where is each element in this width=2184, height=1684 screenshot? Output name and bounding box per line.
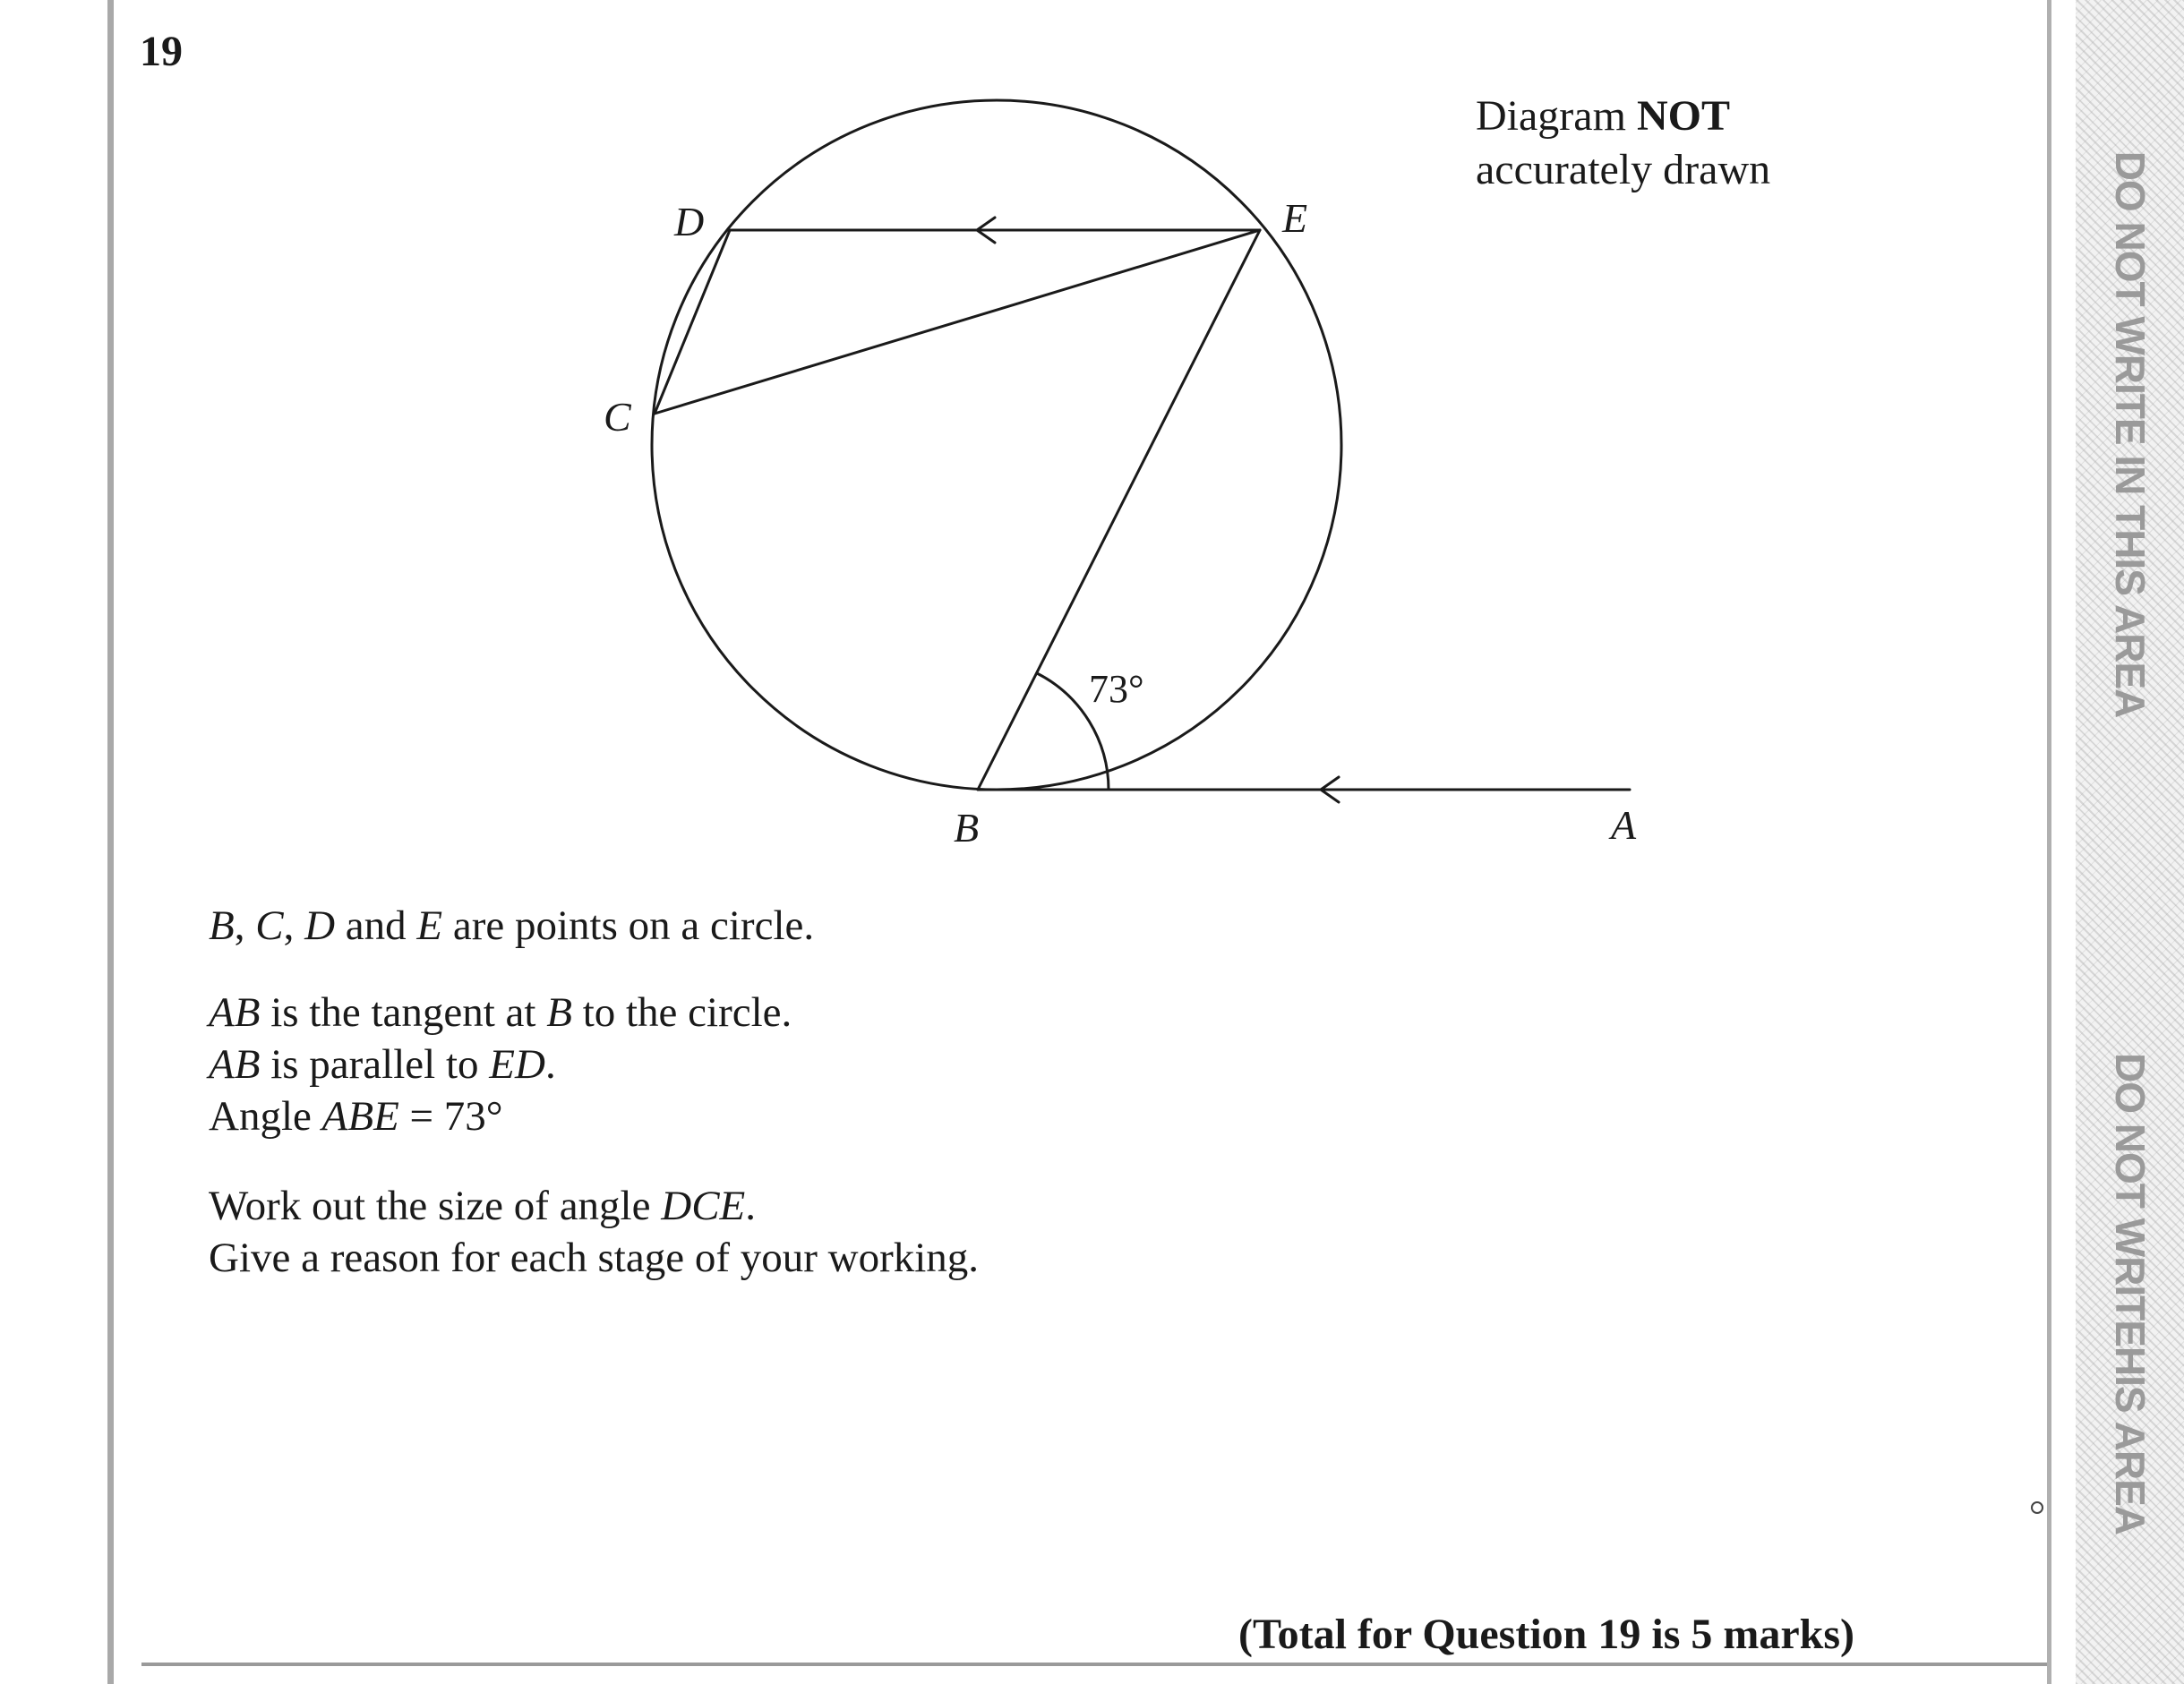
label-e-inline: E bbox=[489, 1041, 515, 1088]
question-text-facts bbox=[209, 987, 792, 1142]
label-ab-inline bbox=[209, 989, 260, 1036]
label-d-inline: D bbox=[514, 1041, 545, 1088]
small-circle-mark bbox=[2031, 1501, 2043, 1514]
label-e-inline: E bbox=[719, 1183, 746, 1229]
label-a: A bbox=[1611, 802, 1637, 848]
label-a-inline: A bbox=[321, 1093, 348, 1140]
do-not-write-notice: DO NOT WRITE IN THIS AREA bbox=[2106, 150, 2154, 718]
label-b: B bbox=[954, 805, 980, 851]
angle-label-73: 73° bbox=[1089, 667, 1144, 711]
text-line bbox=[209, 1090, 792, 1142]
text-segment: is the tangent at bbox=[260, 989, 547, 1036]
label-ed-inline bbox=[489, 1041, 545, 1088]
circle bbox=[652, 100, 1341, 790]
label-b-inline: B bbox=[234, 989, 261, 1036]
text-segment: = 73° bbox=[398, 1093, 503, 1140]
label-b-inline: B bbox=[546, 989, 572, 1036]
label-c-inline: C bbox=[691, 1183, 720, 1229]
label-b-inline: B bbox=[209, 902, 235, 949]
label-b-inline: B bbox=[347, 1093, 374, 1140]
label-ab-inline bbox=[209, 1041, 260, 1088]
line-dc bbox=[655, 230, 730, 414]
label-e: E bbox=[1282, 195, 1308, 241]
label-a-inline: A bbox=[209, 1041, 235, 1088]
text-segment: is parallel to bbox=[260, 1041, 490, 1088]
text-line: B, C, D and E are points on a circle. bbox=[209, 902, 815, 949]
label-c: C bbox=[604, 394, 631, 440]
label-dce-inline bbox=[661, 1183, 745, 1229]
label-a-inline: A bbox=[209, 989, 235, 1036]
question-text-task bbox=[209, 1180, 979, 1284]
label-b-inline: B bbox=[234, 1041, 261, 1088]
text-line: Give a reason for each stage of your working. bbox=[209, 1235, 980, 1281]
bottom-rule bbox=[141, 1663, 2047, 1666]
label-e-inline: E bbox=[416, 902, 443, 949]
diagram-note-prefix: Diagram bbox=[1476, 92, 1637, 140]
diagram-note-bold: NOT bbox=[1636, 92, 1730, 140]
label-d-inline: D bbox=[304, 902, 336, 949]
label-e-inline: E bbox=[373, 1093, 399, 1140]
text-line bbox=[209, 987, 792, 1039]
diagram-note-line2: accurately drawn bbox=[1476, 146, 1771, 193]
text-segment: Angle bbox=[209, 1093, 322, 1140]
text-segment: to the circle. bbox=[571, 989, 792, 1036]
line-ce bbox=[655, 230, 1260, 414]
question-number: 19 bbox=[140, 28, 183, 75]
label-d: D bbox=[674, 199, 705, 244]
do-not-write-notice: DO NOT WRITEHIS AREA bbox=[2106, 1053, 2154, 1534]
text-segment: are points on a circle. bbox=[442, 902, 815, 949]
label-d-inline: D bbox=[661, 1183, 692, 1229]
text-segment: Work out the size of angle bbox=[209, 1183, 662, 1229]
text-line: Work out the size of angle DCE. bbox=[209, 1183, 757, 1229]
text-line: AB is parallel to ED. bbox=[209, 1041, 556, 1088]
label-abe-inline bbox=[322, 1093, 399, 1140]
question-text-points bbox=[209, 900, 814, 952]
label-c-inline: C bbox=[255, 902, 284, 949]
total-marks: (Total for Question 19 is 5 marks) bbox=[1238, 1611, 1855, 1658]
